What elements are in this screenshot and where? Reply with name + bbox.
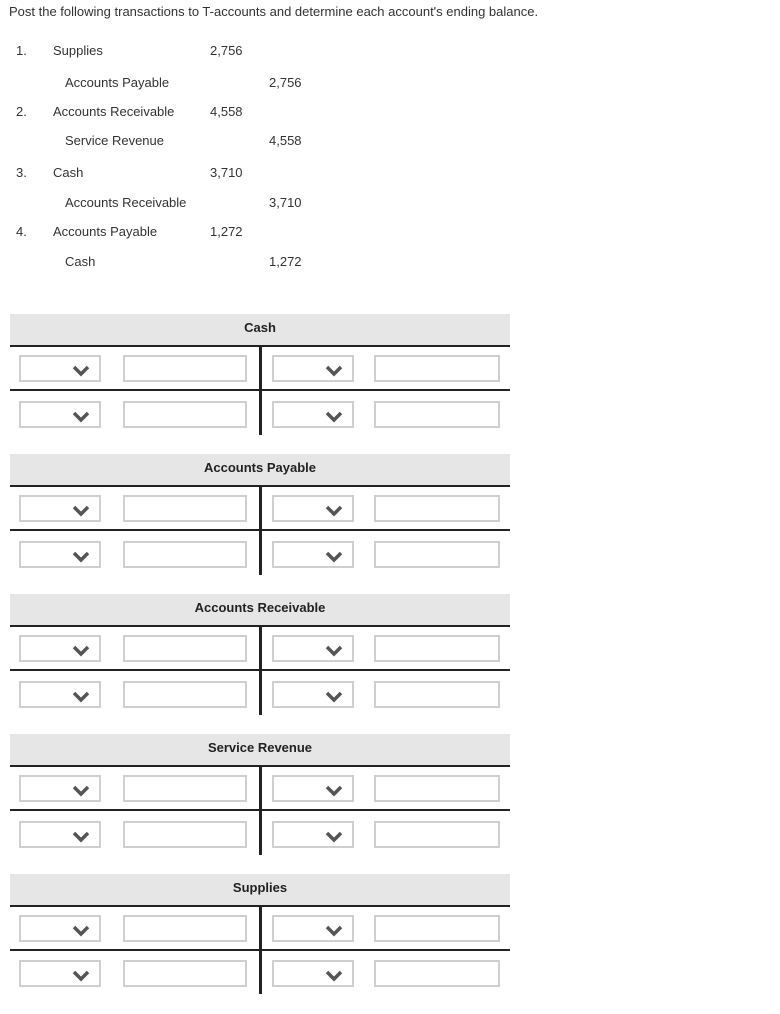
chevron-down-icon (325, 785, 343, 797)
debit-amount-input[interactable] (123, 355, 247, 382)
debit-account-select[interactable] (19, 915, 101, 942)
chevron-down-icon (72, 505, 90, 517)
chevron-down-icon (72, 831, 90, 843)
debit-account: Accounts Payable (53, 224, 158, 239)
credit-balance-select[interactable] (272, 541, 354, 568)
t-balance-row (10, 541, 510, 568)
credit-balance-select[interactable] (272, 960, 354, 987)
credit-account-select[interactable] (272, 915, 354, 942)
credit-balance-input[interactable] (374, 541, 500, 568)
debit-account-select[interactable] (19, 495, 101, 522)
credit-account-select[interactable] (272, 495, 354, 522)
credit-amount: 3,710 (269, 195, 302, 210)
chevron-down-icon (72, 691, 90, 703)
t-account-cash (10, 314, 510, 454)
t-account-accounts-payable (10, 454, 510, 594)
debit-balance-input[interactable] (123, 681, 247, 708)
t-balance-row (10, 821, 510, 848)
t-account-title: Accounts Payable (10, 454, 510, 486)
t-balance-line (10, 669, 510, 671)
credit-account: Accounts Receivable (65, 195, 187, 210)
entry-number: 3. (16, 165, 27, 180)
t-balance-line (10, 809, 510, 811)
chevron-down-icon (325, 505, 343, 517)
credit-account-select[interactable] (272, 775, 354, 802)
t-row (10, 635, 510, 662)
entry-number: 4. (16, 224, 27, 239)
debit-balance-select[interactable] (19, 681, 101, 708)
t-balance-line (10, 949, 510, 951)
credit-balance-input[interactable] (374, 681, 500, 708)
credit-amount: 2,756 (269, 75, 302, 90)
t-row (10, 915, 510, 942)
debit-amount-input[interactable] (123, 635, 247, 662)
t-balance-row (10, 960, 510, 987)
debit-amount: 2,756 (210, 43, 243, 58)
t-balance-row (10, 401, 510, 428)
credit-account: Service Revenue (65, 133, 164, 148)
chevron-down-icon (325, 691, 343, 703)
debit-amount: 3,710 (210, 165, 243, 180)
credit-balance-input[interactable] (374, 960, 500, 987)
t-balance-line (10, 389, 510, 391)
chevron-down-icon (72, 411, 90, 423)
instructions: Post the following transactions to T-accounts and determine each account's ending balance. (9, 4, 539, 19)
t-row (10, 355, 510, 382)
chevron-down-icon (72, 365, 90, 377)
t-account-supplies (10, 874, 510, 1014)
debit-balance-input[interactable] (123, 960, 247, 987)
t-row (10, 495, 510, 522)
debit-amount: 4,558 (210, 104, 243, 119)
debit-balance-select[interactable] (19, 960, 101, 987)
credit-account-select[interactable] (272, 635, 354, 662)
debit-account: Supplies (53, 43, 103, 58)
credit-account: Accounts Payable (65, 75, 170, 90)
debit-balance-select[interactable] (19, 541, 101, 568)
credit-amount: 4,558 (269, 133, 302, 148)
credit-account-select[interactable] (272, 355, 354, 382)
credit-balance-select[interactable] (272, 681, 354, 708)
chevron-down-icon (325, 365, 343, 377)
debit-account-select[interactable] (19, 635, 101, 662)
t-balance-row (10, 681, 510, 708)
credit-amount-input[interactable] (374, 355, 500, 382)
t-account-title: Supplies (10, 874, 510, 906)
debit-balance-input[interactable] (123, 401, 247, 428)
credit-balance-input[interactable] (374, 401, 500, 428)
chevron-down-icon (325, 411, 343, 423)
chevron-down-icon (325, 645, 343, 657)
credit-balance-select[interactable] (272, 821, 354, 848)
chevron-down-icon (72, 551, 90, 563)
t-account-accounts-receivable (10, 594, 510, 734)
t-account-service-revenue (10, 734, 510, 874)
credit-amount-input[interactable] (374, 915, 500, 942)
debit-account: Cash (53, 165, 84, 180)
debit-balance-input[interactable] (123, 541, 247, 568)
entry-number: 1. (16, 43, 27, 58)
debit-amount: 1,272 (210, 224, 243, 239)
debit-account-select[interactable] (19, 775, 101, 802)
t-account-title: Accounts Receivable (10, 594, 510, 626)
chevron-down-icon (72, 785, 90, 797)
debit-amount-input[interactable] (123, 915, 247, 942)
debit-balance-select[interactable] (19, 821, 101, 848)
chevron-down-icon (72, 925, 90, 937)
credit-account: Cash (65, 254, 96, 269)
debit-account: Accounts Receivable (53, 104, 175, 119)
chevron-down-icon (325, 551, 343, 563)
chevron-down-icon (325, 831, 343, 843)
debit-account-select[interactable] (19, 355, 101, 382)
debit-balance-input[interactable] (123, 821, 247, 848)
t-balance-line (10, 529, 510, 531)
t-account-title: Cash (10, 314, 510, 346)
chevron-down-icon (325, 925, 343, 937)
debit-amount-input[interactable] (123, 495, 247, 522)
credit-balance-select[interactable] (272, 401, 354, 428)
credit-amount: 1,272 (269, 254, 302, 269)
credit-amount-input[interactable] (374, 635, 500, 662)
t-row (10, 775, 510, 802)
entry-number: 2. (16, 104, 27, 119)
chevron-down-icon (72, 970, 90, 982)
debit-balance-select[interactable] (19, 401, 101, 428)
chevron-down-icon (72, 645, 90, 657)
debit-amount-input[interactable] (123, 775, 247, 802)
credit-amount-input[interactable] (374, 495, 500, 522)
chevron-down-icon (325, 970, 343, 982)
credit-balance-input[interactable] (374, 821, 500, 848)
t-account-title: Service Revenue (10, 734, 510, 766)
credit-amount-input[interactable] (374, 775, 500, 802)
